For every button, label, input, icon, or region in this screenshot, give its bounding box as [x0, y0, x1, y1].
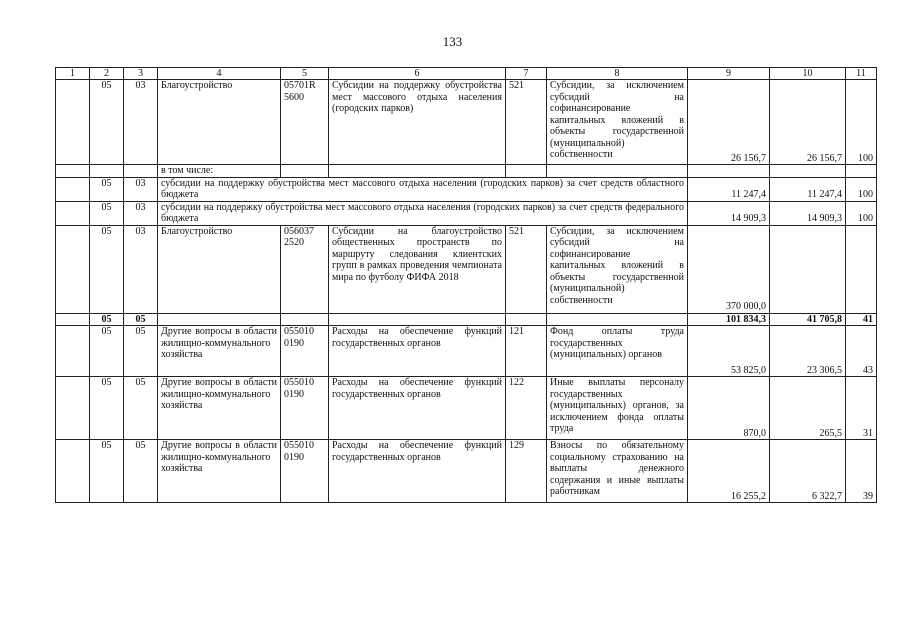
expense-type-code: 521	[506, 80, 547, 165]
target-name: Расходы на обеспечение функций государственных органов	[329, 326, 506, 377]
section-name: Другие вопросы в области жилищно-коммунального хозяйства	[158, 326, 281, 377]
subsection-code: 03	[124, 80, 158, 165]
target-code: 05701R 5600	[281, 80, 329, 165]
planned-amount: 870,0	[688, 377, 770, 440]
planned-amount: 14 909,3	[688, 201, 770, 225]
section-code: 05	[90, 313, 124, 326]
table-row	[56, 177, 877, 201]
header-cell: 11	[846, 68, 877, 80]
actual-amount: 6 322,7	[770, 440, 846, 503]
target-code: 056037 2520	[281, 225, 329, 313]
actual-amount: 265,5	[770, 377, 846, 440]
target-code: 055010 0190	[281, 377, 329, 440]
expense-type-name: Фонд оплаты труда государственных (муниципальных) органов	[547, 326, 688, 377]
expense-type-code: 122	[506, 377, 547, 440]
section-code: 05	[90, 326, 124, 377]
header-row	[56, 68, 877, 80]
header-cell: 9	[688, 68, 770, 80]
subsection-code: 05	[124, 377, 158, 440]
expense-type-name: Взносы по обязательному социальному страхованию на выплаты денежного содержания и иные выплаты работникам	[547, 440, 688, 503]
section-code: 05	[90, 177, 124, 201]
expense-type-code: 521	[506, 225, 547, 313]
expense-type-code: 121	[506, 326, 547, 377]
budget-table	[55, 67, 877, 503]
section-name: Благоустройство	[158, 225, 281, 313]
percent-executed: 39	[846, 440, 877, 503]
header-cell: 6	[329, 68, 506, 80]
header-cell: 2	[90, 68, 124, 80]
header-cell: 1	[56, 68, 90, 80]
header-cell: 8	[547, 68, 688, 80]
actual-amount: 23 306,5	[770, 326, 846, 377]
planned-amount: 11 247,4	[688, 177, 770, 201]
section-code: 05	[90, 225, 124, 313]
subsection-code: 03	[124, 177, 158, 201]
planned-amount: 370 000,0	[688, 225, 770, 313]
target-code: 055010 0190	[281, 440, 329, 503]
section-code: 05	[90, 80, 124, 165]
subsection-code: 05	[124, 326, 158, 377]
including-label: в том числе:	[158, 165, 281, 178]
header-cell: 10	[770, 68, 846, 80]
subsidy-description: субсидии на поддержку обустройства мест массового отдыха населения (городских парков) за счет средств федерального бюджета	[158, 201, 688, 225]
planned-amount: 53 825,0	[688, 326, 770, 377]
expense-type-name: Иные выплаты персоналу государственных (муниципальных) органов, за исключением фонда оплаты труда	[547, 377, 688, 440]
actual-amount: 14 909,3	[770, 201, 846, 225]
subsection-code: 05	[124, 313, 158, 326]
percent-executed	[846, 225, 877, 313]
table-row	[56, 440, 877, 503]
header-cell: 4	[158, 68, 281, 80]
percent-executed: 43	[846, 326, 877, 377]
expense-type-code: 129	[506, 440, 547, 503]
table-row	[56, 80, 877, 165]
percent-executed: 31	[846, 377, 877, 440]
target-name: Расходы на обеспечение функций государственных органов	[329, 377, 506, 440]
actual-amount: 11 247,4	[770, 177, 846, 201]
target-name: Субсидии на благоустройство общественных пространств по маршруту следования клиентских групп в рамках проведения чемпионата мира по футболу ФИФА 2018	[329, 225, 506, 313]
target-name: Субсидии на поддержку обустройства мест массового отдыха населения (городских парков)	[329, 80, 506, 165]
table-row	[56, 377, 877, 440]
percent-executed: 100	[846, 201, 877, 225]
percent-executed: 41	[846, 313, 877, 326]
actual-amount: 41 705,8	[770, 313, 846, 326]
section-code: 05	[90, 201, 124, 225]
planned-amount: 26 156,7	[688, 80, 770, 165]
section-name: Благоустройство	[158, 80, 281, 165]
header-cell: 5	[281, 68, 329, 80]
planned-amount: 101 834,3	[688, 313, 770, 326]
actual-amount: 26 156,7	[770, 80, 846, 165]
subsection-code: 03	[124, 201, 158, 225]
subtotal-row	[56, 313, 877, 326]
header-cell: 3	[124, 68, 158, 80]
target-name: Расходы на обеспечение функций государственных органов	[329, 440, 506, 503]
table-row	[56, 201, 877, 225]
subsection-code: 03	[124, 225, 158, 313]
expense-type-name: Субсидии, за исключением субсидий на софинансирование капитальных вложений в объекты государственной (муниципальной) собственности	[547, 225, 688, 313]
expense-type-name: Субсидии, за исключением субсидий на софинансирование капитальных вложений в объекты государственной (муниципальной) собственности	[547, 80, 688, 165]
percent-executed: 100	[846, 177, 877, 201]
section-name: Другие вопросы в области жилищно-коммунального хозяйства	[158, 377, 281, 440]
subsection-code: 05	[124, 440, 158, 503]
table-row	[56, 165, 877, 178]
target-code: 055010 0190	[281, 326, 329, 377]
page-number: 133	[442, 34, 463, 49]
section-code: 05	[90, 377, 124, 440]
header-cell: 7	[506, 68, 547, 80]
actual-amount	[770, 225, 846, 313]
table-row	[56, 225, 877, 313]
percent-executed: 100	[846, 80, 877, 165]
section-name: Другие вопросы в области жилищно-коммунального хозяйства	[158, 440, 281, 503]
planned-amount: 16 255,2	[688, 440, 770, 503]
section-code: 05	[90, 440, 124, 503]
subsidy-description: субсидии на поддержку обустройства мест массового отдыха населения (городских парков) за счет средств областного бюджета	[158, 177, 688, 201]
table-row	[56, 326, 877, 377]
